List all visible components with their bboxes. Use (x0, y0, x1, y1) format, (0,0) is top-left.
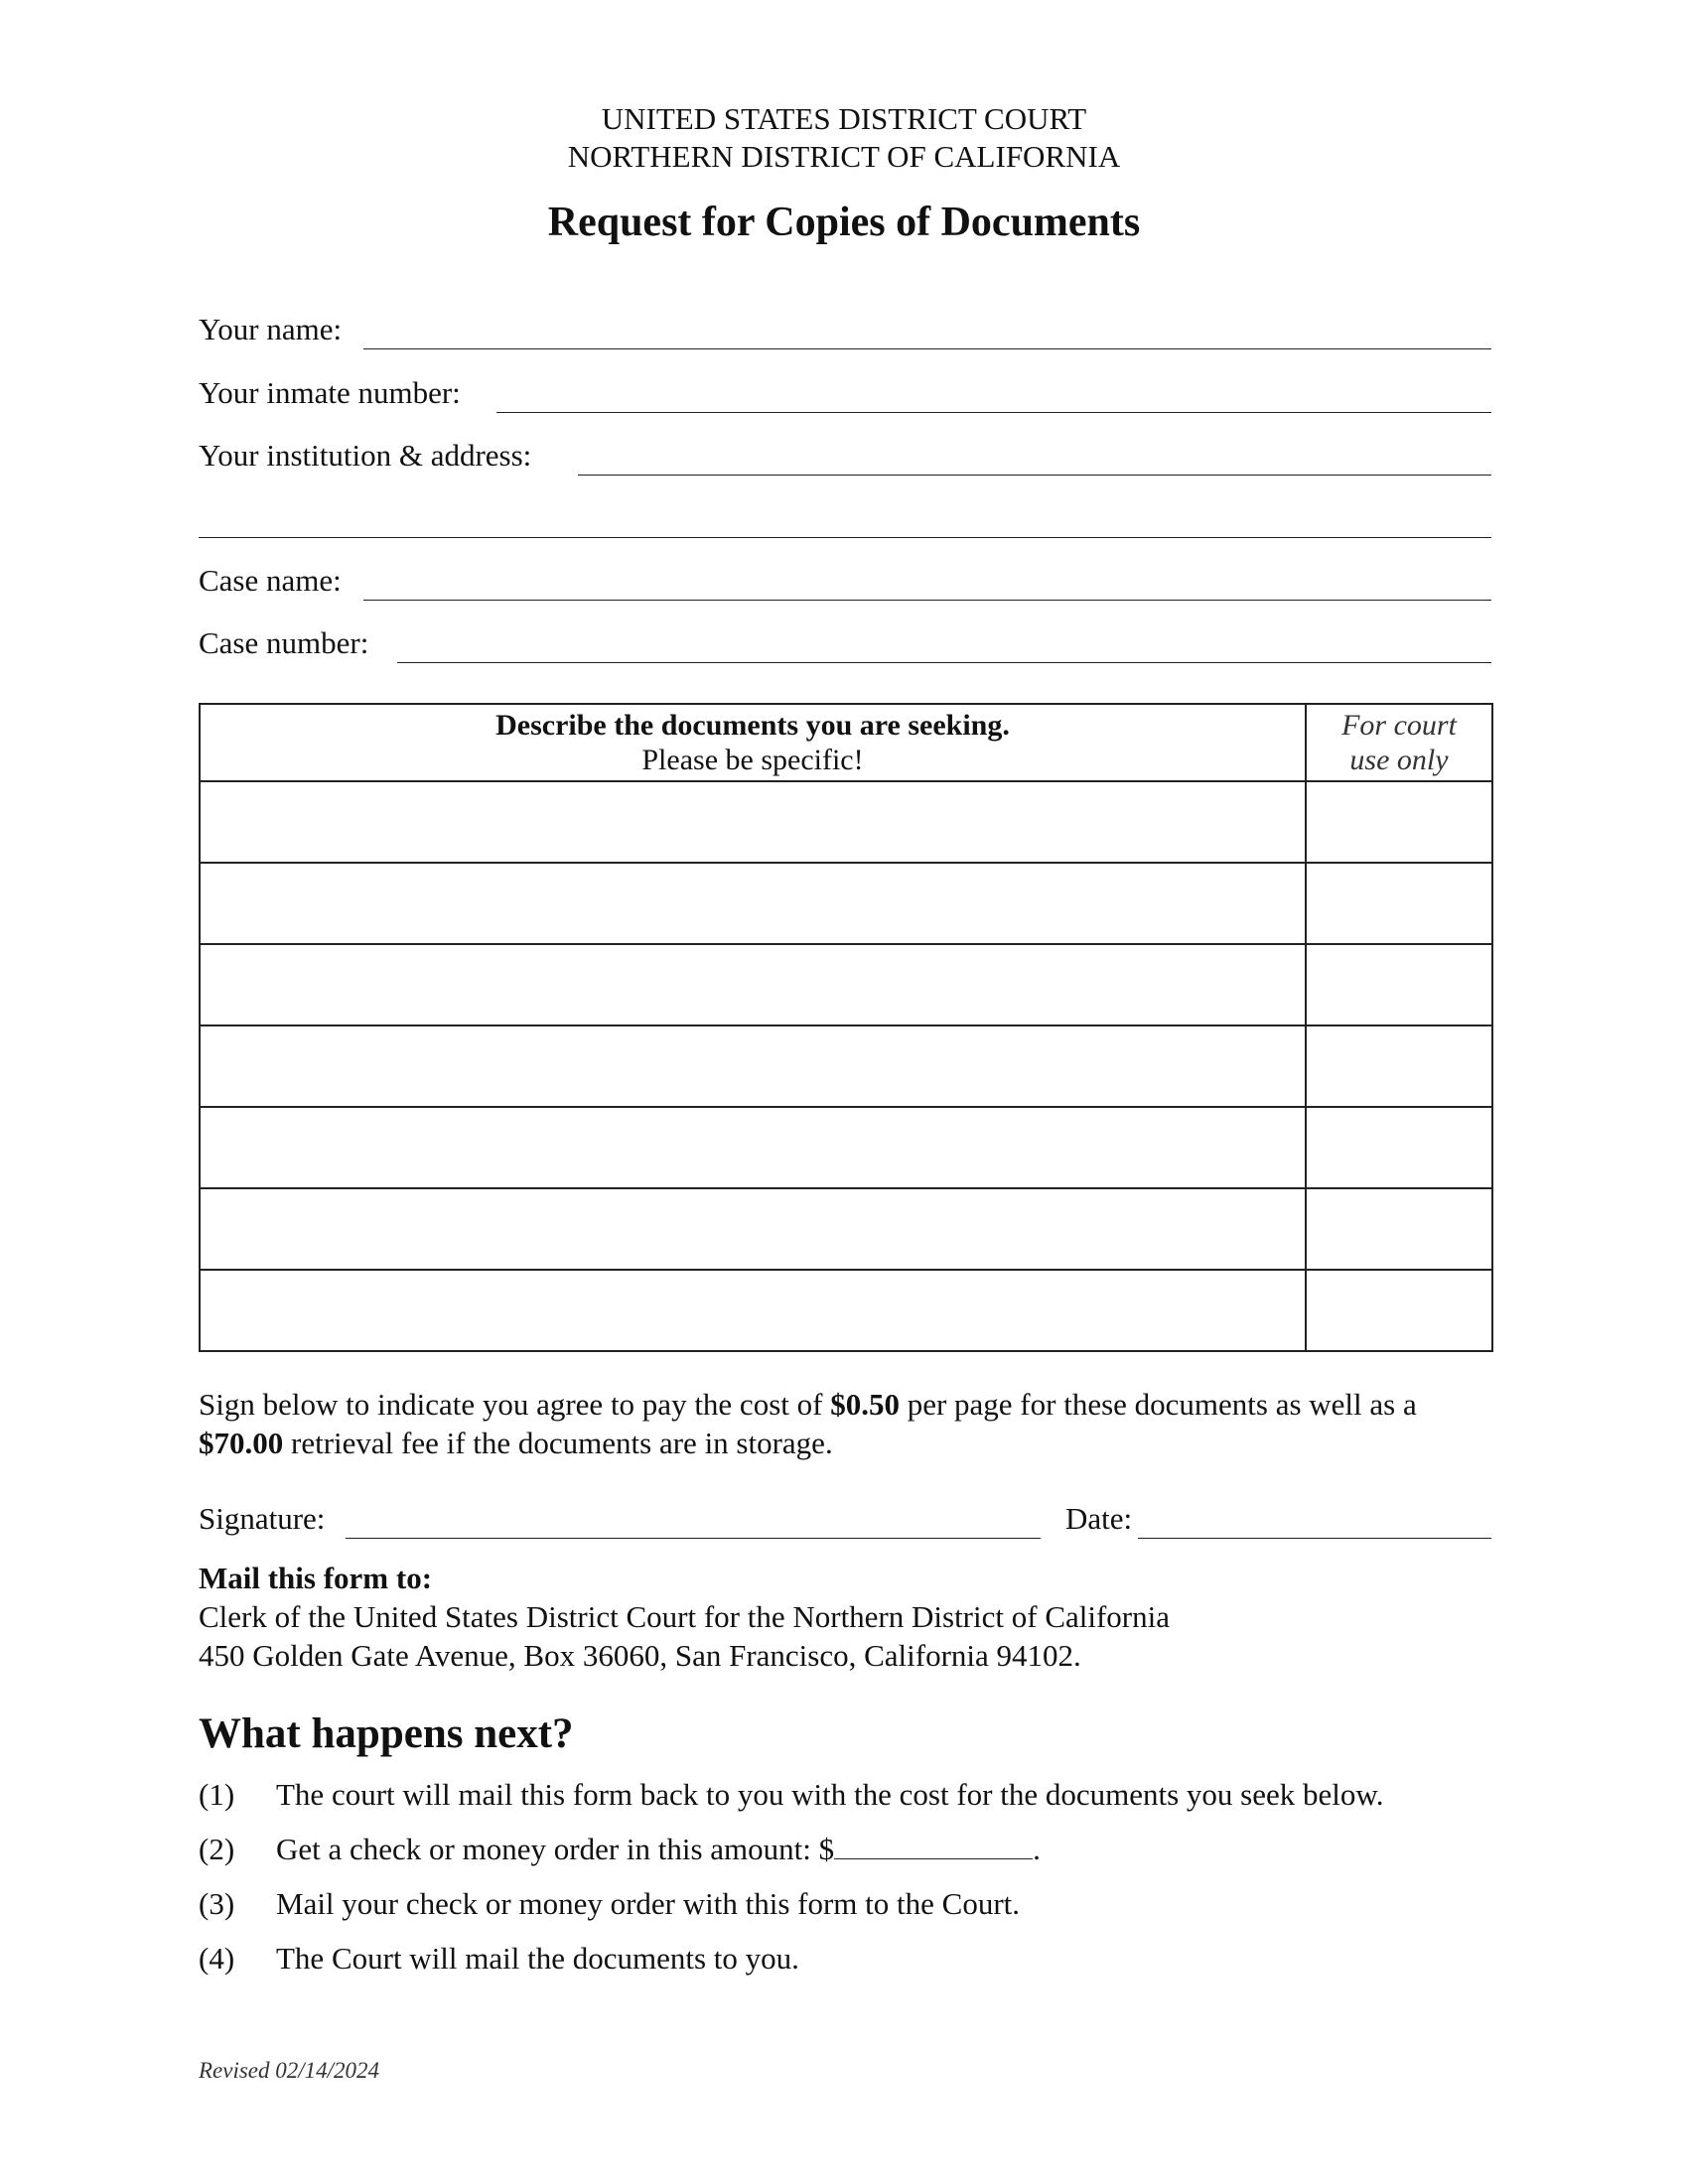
step-1-text: The court will mail this form back to you with the cost for the documents you seek below. (276, 1777, 1384, 1812)
page-title: Request for Copies of Documents (547, 200, 1141, 245)
document-description-input[interactable] (201, 945, 1305, 1024)
case-name-label: Case name: (199, 563, 342, 598)
step-2-text: Get a check or money order in this amount: $ (276, 1832, 835, 1866)
step-2-number: (2) (199, 1832, 235, 1866)
description-header-title: Describe the documents you are seeking. (495, 709, 1010, 742)
step-2-suffix: . (1033, 1832, 1041, 1866)
mail-address-line-1: Clerk of the United States District Court for the Northern District of California (199, 1599, 1170, 1634)
table-row (200, 1107, 1492, 1188)
institution-address-label: Your institution & address: (199, 438, 532, 473)
revised-date: Revised 02/14/2024 (199, 2058, 380, 2083)
document-description-input[interactable] (201, 1189, 1305, 1269)
court-use-header-line-1: For court (1341, 709, 1457, 742)
court-use-column-header (1306, 704, 1492, 781)
case-name-input[interactable] (363, 561, 1491, 601)
table-row (200, 944, 1492, 1025)
document-description-cell[interactable] (200, 1107, 1306, 1188)
step-3-number: (3) (199, 1886, 235, 1921)
your-name-label: Your name: (199, 312, 343, 346)
court-name-line-2: NORTHERN DISTRICT OF CALIFORNIA (567, 139, 1121, 174)
signature-label: Signature: (199, 1501, 326, 1536)
table-row (200, 1025, 1492, 1107)
case-number-label: Case number: (199, 625, 369, 660)
what-happens-next-heading: What happens next? (199, 1710, 574, 1757)
court-use-cell (1306, 863, 1492, 944)
description-column-header (200, 704, 1306, 781)
document-description-input[interactable] (201, 782, 1305, 862)
document-description-input[interactable] (201, 864, 1305, 943)
table-row (200, 1270, 1492, 1351)
step-1-number: (1) (199, 1777, 235, 1812)
court-use-header-line-2: use only (1349, 744, 1449, 776)
table-row (200, 863, 1492, 944)
your-name-input[interactable] (363, 310, 1491, 349)
document-description-cell[interactable] (200, 863, 1306, 944)
mail-to-heading: Mail this form to: (199, 1561, 433, 1595)
court-use-cell (1306, 944, 1492, 1025)
step-1 (199, 1777, 1383, 1813)
case-number-input[interactable] (397, 623, 1491, 663)
court-use-cell (1306, 1188, 1492, 1270)
date-label: Date: (1065, 1501, 1133, 1536)
agreement-text-3: retrieval fee if the documents are in storage. (283, 1426, 833, 1460)
step-3-text: Mail your check or money order with this form to the Court. (276, 1886, 1021, 1921)
cost-agreement-text (199, 1385, 1499, 1462)
step-4-number: (4) (199, 1941, 235, 1976)
document-description-input[interactable] (201, 1108, 1305, 1187)
court-use-cell (1306, 1270, 1492, 1351)
institution-address-input[interactable] (578, 436, 1491, 476)
court-use-cell (1306, 781, 1492, 863)
signature-input[interactable] (346, 1499, 1041, 1539)
court-use-cell (1306, 1107, 1492, 1188)
table-row (200, 1188, 1492, 1270)
court-name-line-1: UNITED STATES DISTRICT COURT (601, 101, 1087, 136)
document-description-cell[interactable] (200, 781, 1306, 863)
institution-address-input-line-2[interactable] (199, 498, 1491, 538)
mail-address-line-2: 450 Golden Gate Avenue, Box 36060, San Francisco, California 94102. (199, 1638, 1081, 1673)
step-2 (199, 1832, 1041, 1867)
per-page-cost: $0.50 (830, 1387, 900, 1422)
document-description-cell[interactable] (200, 1270, 1306, 1351)
date-input[interactable] (1138, 1499, 1491, 1539)
document-description-cell[interactable] (200, 1025, 1306, 1107)
document-description-cell[interactable] (200, 1188, 1306, 1270)
retrieval-fee: $70.00 (199, 1426, 284, 1460)
document-description-cell[interactable] (200, 944, 1306, 1025)
description-header-subtitle: Please be specific! (641, 744, 864, 776)
agreement-text-1: Sign below to indicate you agree to pay the cost of (199, 1387, 831, 1422)
document-description-input[interactable] (201, 1271, 1305, 1350)
documents-table (199, 703, 1493, 1352)
step-4-text: The Court will mail the documents to you. (276, 1941, 799, 1976)
documents-table-header (200, 704, 1492, 781)
court-use-cell (1306, 1025, 1492, 1107)
step-3 (199, 1886, 1020, 1922)
mail-to-block (199, 1559, 1499, 1675)
document-description-input[interactable] (201, 1026, 1305, 1106)
inmate-number-input[interactable] (496, 373, 1491, 413)
table-row (200, 781, 1492, 863)
inmate-number-label: Your inmate number: (199, 375, 461, 410)
amount-blank[interactable] (834, 1833, 1033, 1859)
agreement-text-2: per page for these documents as well as a (899, 1387, 1417, 1422)
step-4 (199, 1941, 799, 1977)
